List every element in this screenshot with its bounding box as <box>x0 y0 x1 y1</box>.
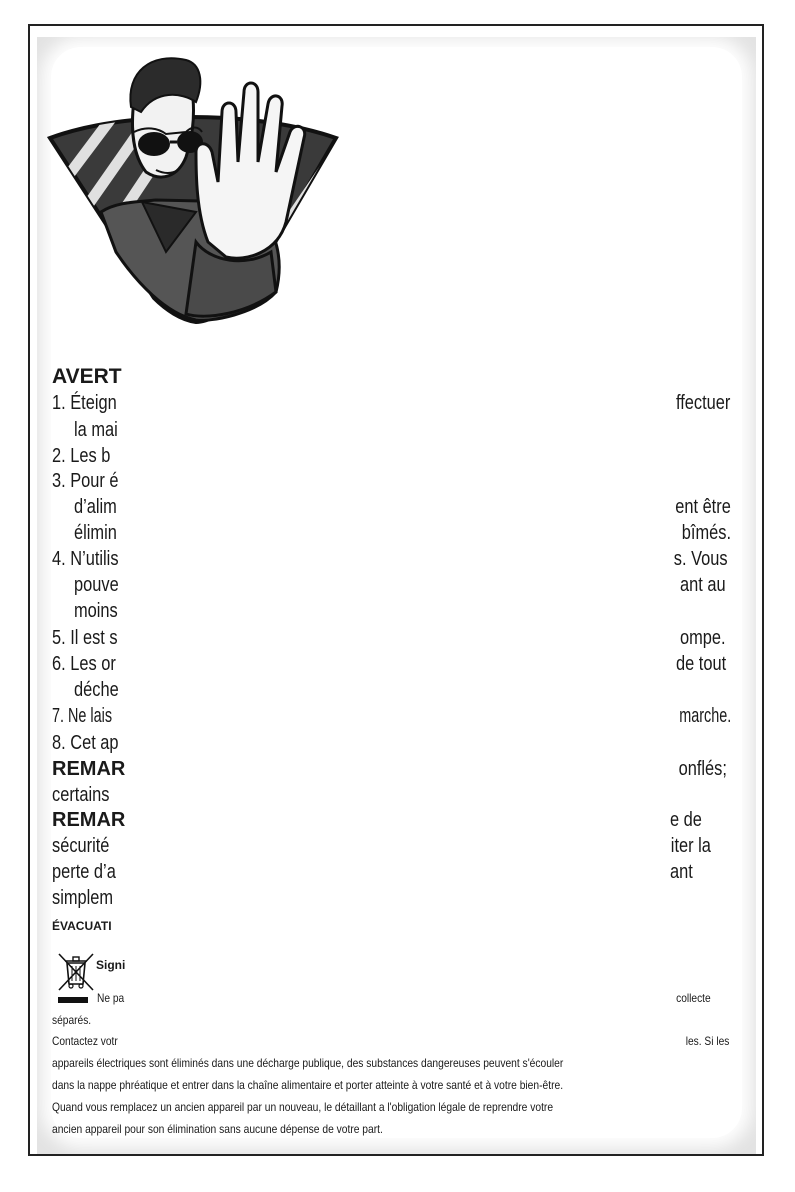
warning-item-4: 4. N’utilis <box>52 548 119 570</box>
warning-item-4-right: s. Vous <box>674 548 728 570</box>
warning-item-5-right: ompe. <box>680 627 726 649</box>
disposal-sign-text: Signi <box>96 958 126 972</box>
remark-2-text: sécurité <box>52 835 110 857</box>
disposal-line-7: ancien appareil pour son élimination sans aucune dépense de votre part. <box>52 1122 383 1136</box>
warning-item-3-right: ent être <box>675 496 731 518</box>
remark-2-text: simplem <box>52 887 114 909</box>
warning-heading: AVERT <box>52 365 122 388</box>
disposal-line-6: Quand vous remplacez un ancien appareil par un nouveau, le détaillant a l'obligation légale de reprendre votre <box>52 1100 554 1114</box>
warning-item-7-right: marche. <box>678 705 731 727</box>
warning-item-6-cont: déche <box>74 679 119 701</box>
warning-item-3-cont: élimin <box>74 522 117 544</box>
remark-1-text: certains <box>52 784 110 806</box>
warning-item-4-cont: moins <box>74 600 118 622</box>
warning-item-5: 5. Il est s <box>52 627 118 649</box>
warning-item-8: 8. Cet ap <box>52 732 119 754</box>
warning-item-4-right: ant au <box>680 574 726 596</box>
warning-item-4-cont: pouve <box>74 574 119 596</box>
warning-item-2: 2. Les b <box>52 445 111 467</box>
remark-1-label: REMAR <box>52 758 126 780</box>
warning-item-6: 6. Les or <box>52 653 116 675</box>
warning-item-1-cont: la mai <box>74 419 118 441</box>
disposal-line-3-right: les. Si les <box>685 1034 729 1048</box>
disposal-line-1-right: collecte <box>676 991 711 1005</box>
disposal-title: ÉVACUATI <box>52 919 112 933</box>
warning-item-3: 3. Pour é <box>52 470 119 492</box>
remark-2-text: perte d’a <box>52 861 116 883</box>
disposal-line-5: dans la nappe phréatique et entrer dans la chaîne alimentaire et porter atteinte à votre santé et à votre bien-être. <box>52 1078 564 1092</box>
warning-item-3-right: bîmés. <box>681 522 731 544</box>
warning-item-7: 7. Ne lais <box>52 705 113 727</box>
warning-item-1: 1. Éteign <box>52 392 117 414</box>
remark-2-right: iter la <box>670 835 711 857</box>
remark-2-right: ant <box>670 861 693 883</box>
remark-2-label: REMAR <box>52 809 126 831</box>
remark-2-right: e de <box>670 809 702 831</box>
disposal-line-2: séparés. <box>52 1013 92 1027</box>
disposal-line-1: Ne pa <box>97 991 125 1005</box>
warning-item-1-right: ffectuer <box>675 392 730 414</box>
disposal-line-4: appareils électriques sont éliminés dans une décharge publique, des substances dangereuses peuvent s'écouler <box>52 1056 564 1070</box>
remark-1-right: onflés; <box>678 758 727 780</box>
disposal-line-3: Contactez votr <box>52 1034 118 1048</box>
crossed-out-bin-icon <box>56 951 96 991</box>
warning-item-6-right: de tout <box>675 653 726 675</box>
black-bar-symbol <box>58 997 88 1003</box>
stop-hand-mascot-illustration <box>46 52 346 324</box>
warning-item-3-cont: d’alim <box>74 496 117 518</box>
